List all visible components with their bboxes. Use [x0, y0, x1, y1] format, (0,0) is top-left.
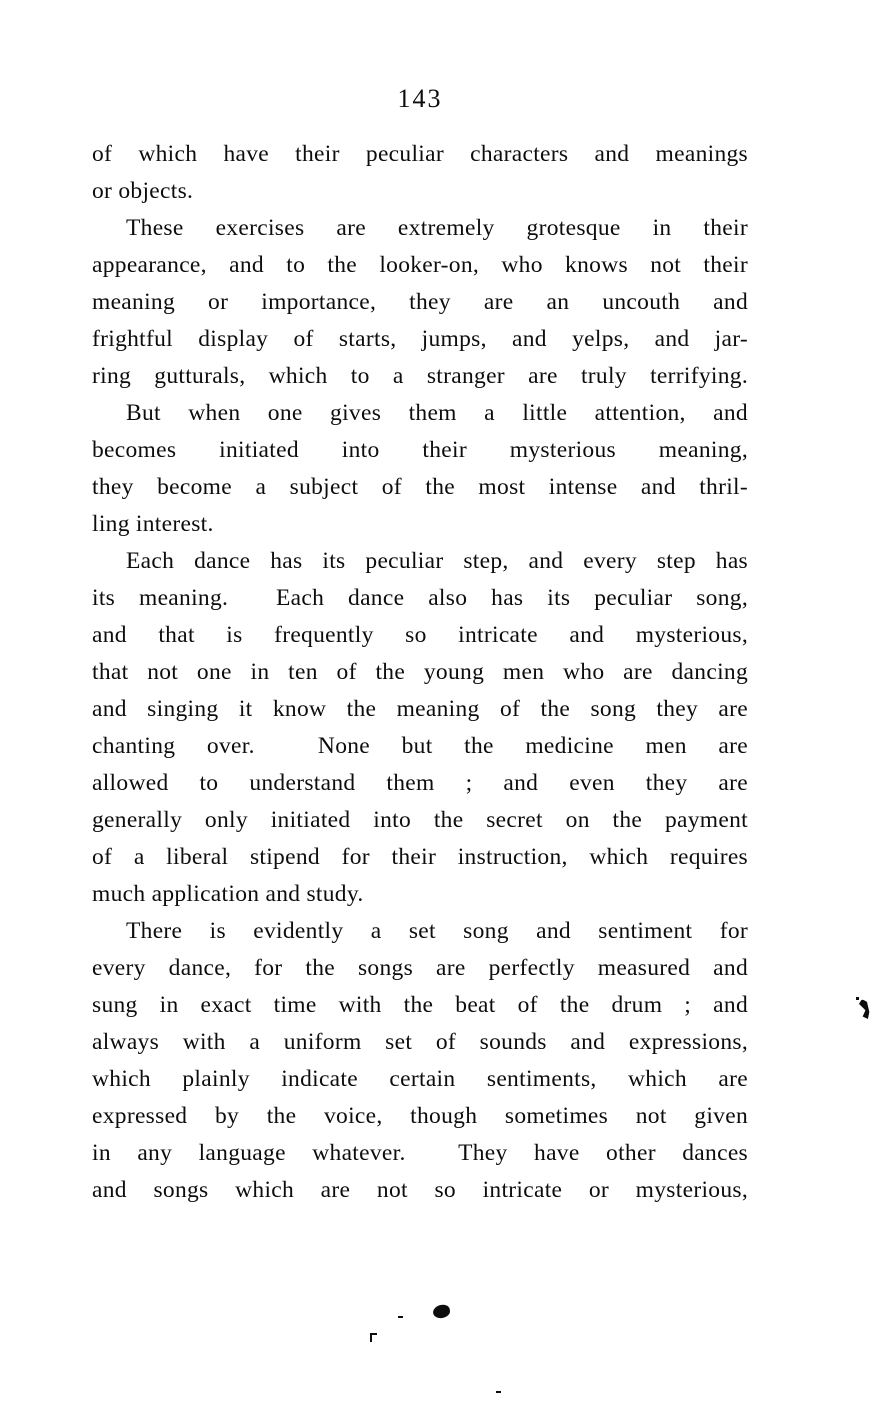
text-line: or objects. — [92, 178, 194, 204]
speck-dash-1 — [398, 1316, 403, 1318]
ink-blot — [432, 1304, 451, 1320]
text-line: that not one in ten of the young men who are dancing — [92, 659, 748, 685]
margin-dot — [856, 997, 859, 1000]
text-line: But when one gives them a little attention, and — [126, 400, 748, 426]
text-line: ling interest. — [92, 511, 214, 537]
text-line: meaning or importance, they are an uncouth and — [92, 289, 748, 315]
text-line: in any language whatever. They have other dances — [92, 1140, 748, 1166]
text-line: appearance, and to the looker-on, who knows not their — [92, 252, 748, 278]
text-line: ring gutturals, which to a stranger are truly terrifying. — [92, 363, 748, 389]
text-line: and songs which are not so intricate or mysterious, — [92, 1177, 748, 1203]
text-line: of which have their peculiar characters and meanings — [92, 141, 748, 167]
text-line: and singing it know the meaning of the song they are — [92, 696, 748, 722]
text-line: sung in exact time with the beat of the drum ; and — [92, 992, 748, 1018]
text-line: Each dance has its peculiar step, and every step has — [126, 548, 748, 574]
text-line: There is evidently a set song and sentiment for — [126, 918, 748, 944]
speck-dash-2 — [496, 1391, 501, 1393]
text-line: generally only initiated into the secret on the payment — [92, 807, 748, 833]
text-line: which plainly indicate certain sentiments, which are — [92, 1066, 748, 1092]
text-line: and that is frequently so intricate and mysterious, — [92, 622, 748, 648]
text-line: These exercises are extremely grotesque in their — [126, 215, 748, 241]
text-line: expressed by the voice, though sometimes not given — [92, 1103, 748, 1129]
text-line: of a liberal stipend for their instruction, which requires — [92, 844, 748, 870]
text-line: they become a subject of the most intense and thril- — [92, 474, 748, 500]
text-line: chanting over. None but the medicine men are — [92, 733, 748, 759]
margin-blot — [856, 999, 871, 1019]
text-line: becomes initiated into their mysterious meaning, — [92, 437, 748, 463]
text-line: much application and study. — [92, 881, 364, 907]
text-block — [92, 136, 748, 1209]
text-line: always with a uniform set of sounds and expressions, — [92, 1029, 748, 1055]
text-line: allowed to understand them ; and even they are — [92, 770, 748, 796]
text-line: every dance, for the songs are perfectly measured and — [92, 955, 748, 981]
page-number: 143 — [397, 84, 443, 113]
text-line: its meaning. Each dance also has its peculiar song, — [92, 585, 748, 611]
text-line: frightful display of starts, jumps, and yelps, and jar- — [92, 326, 748, 352]
speck-r — [370, 1333, 377, 1342]
